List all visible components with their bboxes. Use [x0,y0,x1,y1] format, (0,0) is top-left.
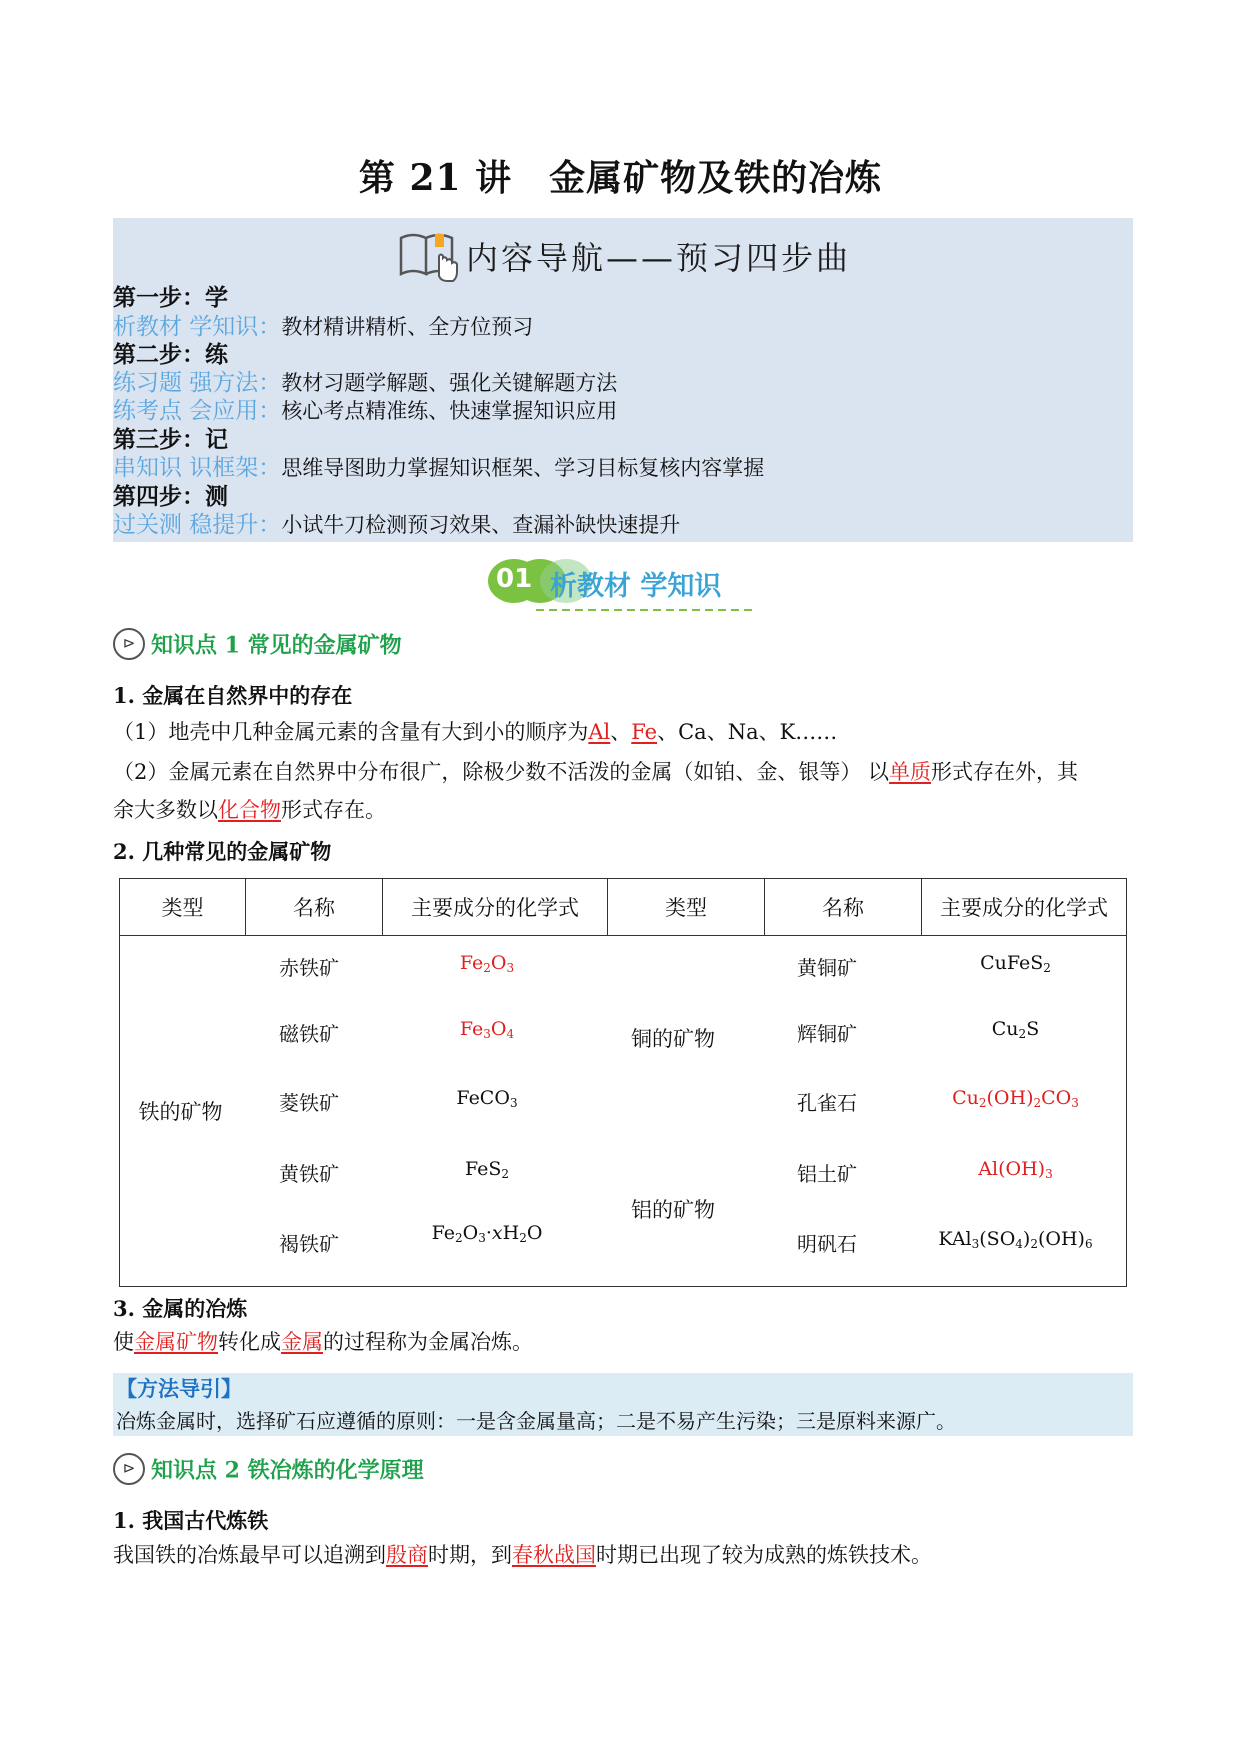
ore-name: 孔雀石 [797,1091,857,1115]
nav-heading-text: 内容导航——预习四步曲 [466,239,852,277]
column-header: 名称 [246,879,383,936]
method-tip-label: 【方法导引】 [116,1377,242,1401]
ore-name: 菱铁矿 [279,1091,339,1115]
ore-name: 赤铁矿 [279,956,339,980]
ore-formula: FeS$_2$ [464,1158,510,1181]
method-tip-text: 冶炼金属时，选择矿石应遵循的原则：一是含金属量高；二是不易产生污染；三是原料来源广。 [116,1409,956,1433]
ore-table [119,878,1127,1287]
page-title: 第 21 讲 金属矿物及铁的冶炼 [358,157,883,199]
subheading: 3. 金属的冶炼 [113,1296,248,1321]
nav-item: 串知识 识框架：思维导图助力掌握知识框架、学习目标复核内容掌握 [113,455,765,481]
nav-step-3: 第三步：记 [113,426,228,453]
ore-formula: $Fe_2O_3$ [459,952,515,975]
ore-name: 明矾石 [797,1232,857,1256]
subheading: 1. 我国古代炼铁 [113,1508,269,1533]
group-copper-ores: 铜的矿物 [631,1027,715,1051]
group-aluminum-ores: 铝的矿物 [631,1198,715,1222]
column-header: 主要成分的化学式 [922,879,1127,936]
paragraph: （2）金属元素在自然界中分布很广，除极少数不活泼的金属（如铂、金、银等） 以单质形式存在外，其 [113,760,1079,784]
ore-formula: $Al(OH)_3$ [978,1158,1053,1181]
knowledge-point-1-heading: ⊳ 知识点 1 常见的金属矿物 [113,628,402,660]
column-header: 名称 [765,879,922,936]
column-header: 主要成分的化学式 [383,879,608,936]
paragraph: 我国铁的冶炼最早可以追溯到殷商时期，到春秋战国时期已出现了较为成熟的炼铁技术。 [113,1543,932,1567]
ore-name: 黄铜矿 [797,956,857,980]
ore-name: 辉铜矿 [797,1022,857,1046]
nav-item: 练考点 会应用：核心考点精准练、快速掌握知识应用 [113,398,618,424]
ore-formula: $Fe_3O_4$ [459,1018,515,1041]
ore-name: 铝土矿 [797,1162,857,1186]
paragraph: 余大多数以化合物形式存在。 [113,798,386,822]
nav-item: 练习题 强方法：教材习题学解题、强化关键解题方法 [113,370,618,396]
ore-name: 磁铁矿 [279,1022,339,1046]
subheading: 2. 几种常见的金属矿物 [113,839,332,864]
paragraph: 使金属矿物转化成金属的过程称为金属冶炼。 [113,1330,533,1354]
paragraph: （1）地壳中几种金属元素的含量有大到小的顺序为Al、Fe、Ca、Na、K…… [113,720,838,744]
nav-step-4: 第四步：测 [113,483,228,510]
nav-item: 过关测 稳提升：小试牛刀检测预习效果、查漏补缺快速提升 [113,512,681,538]
ore-formula: $Fe_2O_3\cdot xH_2O$ [431,1222,543,1245]
subheading: 1. 金属在自然界中的存在 [113,683,353,708]
table-header-row [120,879,1127,936]
column-header: 类型 [608,879,765,936]
section-title: 析教材 学知识 [550,571,722,602]
column-header: 类型 [120,879,246,936]
arrow-circle-icon: ⊳ [113,628,145,660]
section-badge [486,558,766,614]
ore-name: 褐铁矿 [279,1232,339,1256]
ore-name: 黄铁矿 [279,1162,339,1186]
ore-formula: FeCO$_3$ [456,1087,518,1110]
ore-formula: $Cu_2(OH)_2CO_3$ [952,1087,1079,1110]
knowledge-point-2-heading: ⊳ 知识点 2 铁冶炼的化学原理 [113,1453,424,1485]
book-pointer-icon [395,228,461,284]
ore-formula: $Cu_2S$ [991,1018,1040,1041]
nav-item: 析教材 学知识：教材精讲精析、全方位预习 [113,314,534,340]
nav-step-1: 第一步：学 [113,284,228,311]
arrow-circle-icon: ⊳ [113,1453,145,1485]
ore-formula: $KAl_3(SO_4)_2(OH)_6$ [938,1228,1093,1251]
content-nav-heading [113,228,1133,280]
nav-step-2: 第二步：练 [113,341,228,368]
section-number: 01 [496,564,533,594]
group-iron-ores: 铁的矿物 [138,1100,223,1124]
ore-formula: CuFeS$_2$ [980,952,1051,975]
